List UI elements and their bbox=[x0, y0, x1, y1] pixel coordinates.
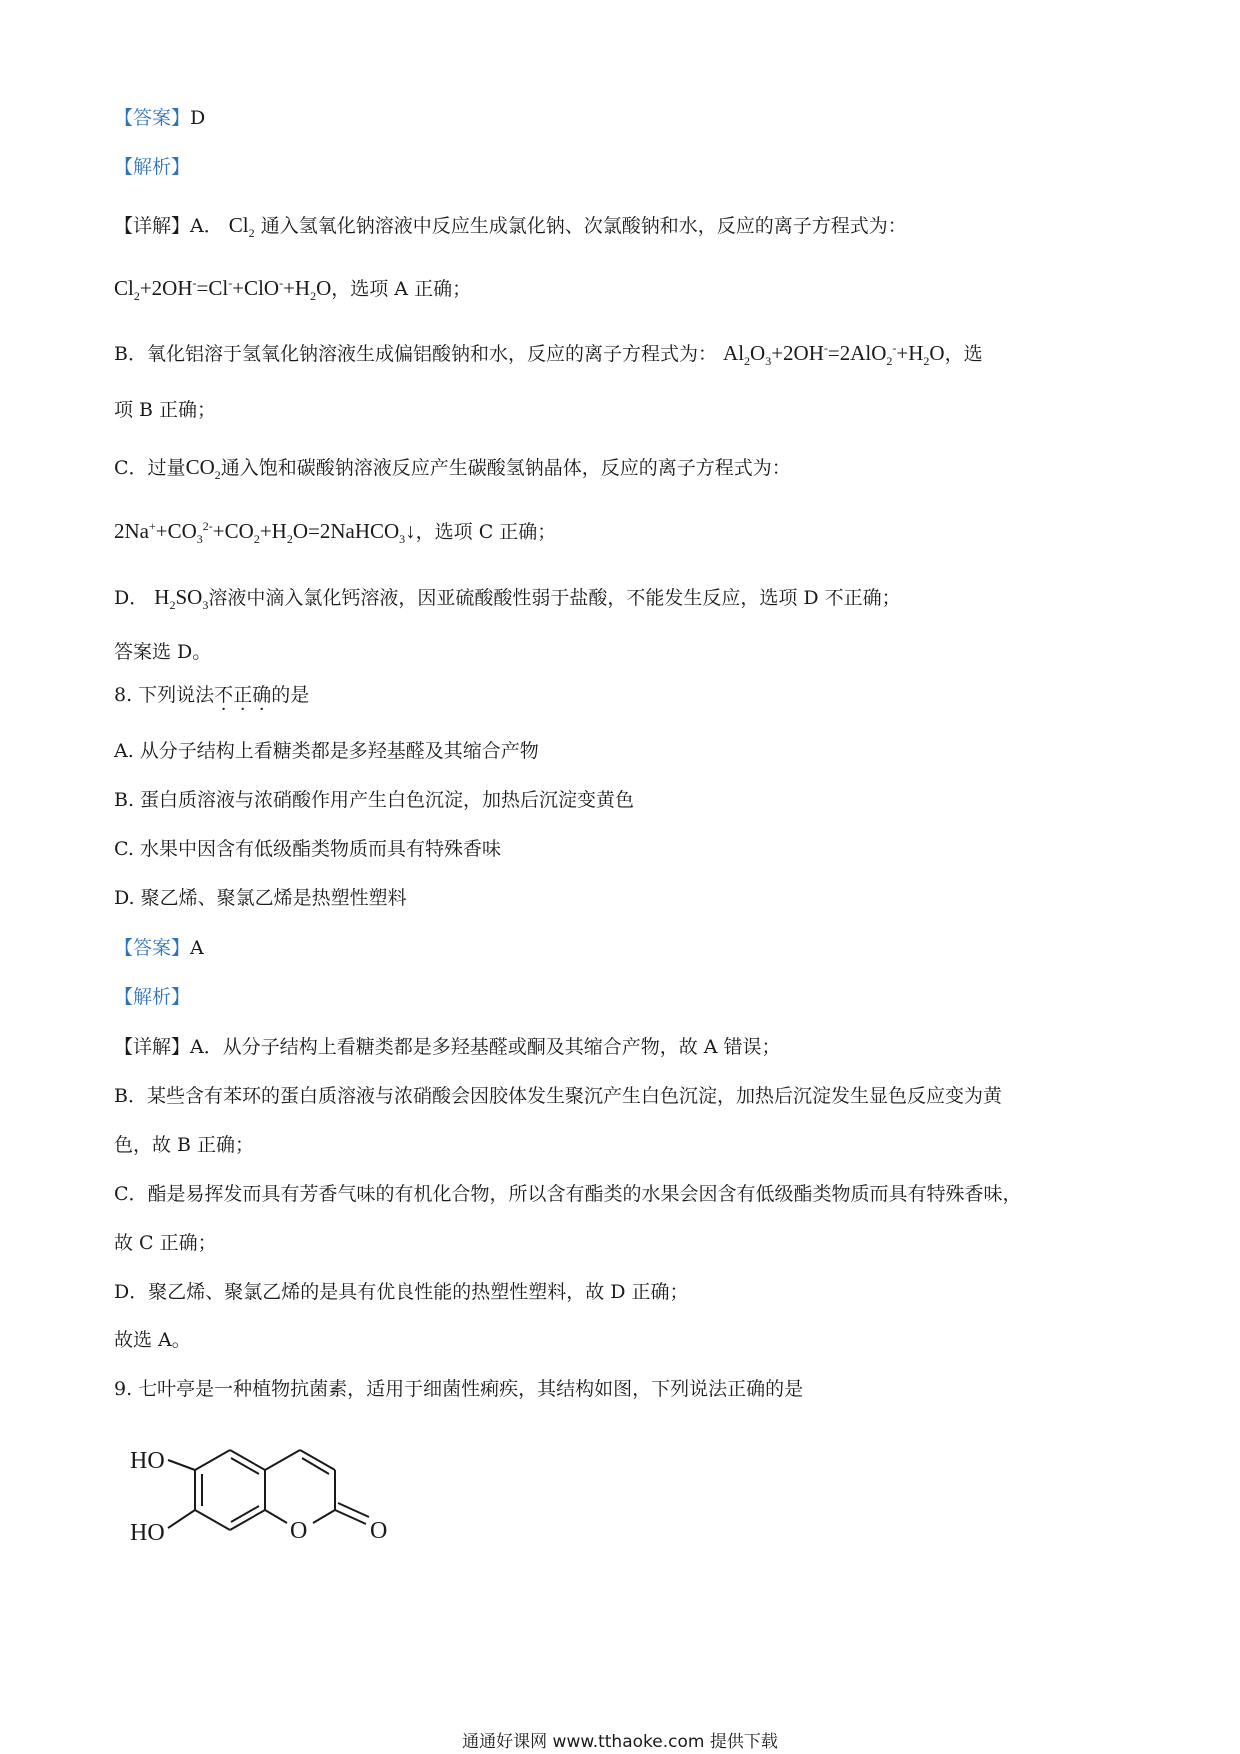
conclusion-text: ，选项 C 正确； bbox=[415, 521, 557, 543]
q7-detail-b-cont: 项 B 正确； bbox=[114, 399, 217, 421]
formula-co2: $CO_2$ bbox=[185, 455, 221, 483]
q8-option-c: C. 水果中因含有低级酯类物质而具有特殊香味 bbox=[114, 838, 501, 860]
q8-detail-a: 【详解】A．从分子结构上看糖类都是多羟基醛或酮及其缩合产物，故 A 错误； bbox=[114, 1036, 781, 1058]
q7-final: 答案选 D。 bbox=[114, 641, 212, 663]
option-prefix: B． bbox=[114, 343, 147, 365]
molecule-bonds bbox=[168, 1450, 369, 1530]
q8-option-a: A. 从分子结构上看糖类都是多羟基醛及其缩合产物 bbox=[114, 740, 539, 762]
q7-detail-a bbox=[114, 213, 907, 241]
equation-b: $Al_2O_3+2OH^-=2AlO_2^-+H_2O$ bbox=[723, 341, 945, 369]
q7-detail-d bbox=[114, 585, 901, 613]
q7-analysis-tag: 【解析】 bbox=[114, 156, 191, 178]
answer-tag: 【答案】 bbox=[114, 107, 191, 129]
q8-detail-c: C．酯是易挥发而具有芳香气味的有机化合物，所以含有酯类的水果会因含有低级酯类物质而具有特殊香味， bbox=[114, 1183, 1022, 1205]
emphasis-char: 不 bbox=[214, 684, 234, 706]
q7-detail-b bbox=[114, 341, 983, 369]
detail-tag: 【详解】 bbox=[114, 215, 191, 237]
answer-value: A bbox=[190, 937, 204, 959]
ring-oxygen-label: O bbox=[290, 1518, 308, 1544]
footer-watermark: 通通好课网 www.tthaoke.com 提供下载 bbox=[462, 1732, 778, 1752]
q8-option-b: B. 蛋白质溶液与浓硝酸作用产生白色沉淀，加热后沉淀变黄色 bbox=[114, 789, 635, 811]
esculetin-structure bbox=[130, 1432, 460, 1582]
q7-equation-c bbox=[114, 519, 557, 547]
q8-final: 故选 A。 bbox=[114, 1329, 191, 1351]
q9-stem: 9. 七叶亭是一种植物抗菌素，适用于细菌性痢疾，其结构如图，下列说法正确的是 bbox=[114, 1378, 804, 1400]
stem-text: 8. 下列说法 bbox=[114, 684, 215, 706]
q8-option-d: D. 聚乙烯、聚氯乙烯是热塑性塑料 bbox=[114, 887, 407, 909]
q7-answer bbox=[114, 107, 205, 130]
emphasis-char: 正 bbox=[233, 684, 253, 706]
q8-detail-b: B．某些含有苯环的蛋白质溶液与浓硝酸会因胶体发生聚沉产生白色沉淀，加热后沉淀发生显色反应变为黄 bbox=[114, 1085, 1002, 1107]
q7-detail-c bbox=[114, 455, 791, 483]
hydroxyl-label-top: HO bbox=[130, 1448, 165, 1474]
q8-stem bbox=[114, 684, 309, 707]
q7-equation-a bbox=[114, 276, 472, 304]
detail-text: 氧化铝溶于氢氧化钠溶液生成偏铝酸钠和水，反应的离子方程式为： bbox=[146, 343, 717, 365]
q8-detail-d: D．聚乙烯、聚氯乙烯的是具有优良性能的热塑性塑料，故 D 正确； bbox=[114, 1281, 689, 1303]
conclusion-text: ，选项 A 正确； bbox=[331, 278, 472, 300]
option-prefix: C． bbox=[114, 457, 148, 479]
answer-value: D bbox=[190, 107, 206, 129]
q8-analysis-tag: 【解析】 bbox=[114, 986, 191, 1008]
equation-c: $2Na^++CO_3^{2-}+CO_2+H_2O=2NaHCO_3↓$ bbox=[114, 519, 416, 547]
carbonyl-oxygen-label: O bbox=[370, 1518, 388, 1544]
detail-text: 通入氢氧化钠溶液中反应生成氯化钠、次氯酸钠和水，反应的离子方程式为： bbox=[260, 215, 907, 237]
equation-a: $Cl_2+2OH^-=Cl^-+ClO^-+H_2O$ bbox=[114, 276, 332, 304]
detail-text: 溶液中滴入氯化钙溶液，因亚硫酸酸性弱于盐酸，不能发生反应，选项 D 不正确； bbox=[208, 587, 901, 609]
option-prefix: A． bbox=[190, 215, 223, 237]
detail-text: 过量 bbox=[147, 457, 186, 479]
detail-text: 通入饱和碳酸钠溶液反应产生碳酸氢钠晶体，反应的离子方程式为： bbox=[220, 457, 791, 479]
q8-detail-c-cont: 故 C 正确； bbox=[114, 1232, 217, 1254]
answer-tag: 【答案】 bbox=[114, 937, 191, 959]
stem-text: 的是 bbox=[271, 684, 310, 706]
q8-answer bbox=[114, 937, 204, 960]
formula-cl2: $Cl_2$ bbox=[228, 213, 255, 241]
detail-text: ，选 bbox=[944, 343, 983, 365]
hydroxyl-label-bottom: HO bbox=[130, 1520, 165, 1546]
option-prefix: D． bbox=[114, 587, 149, 609]
q8-detail-b-cont: 色，故 B 正确； bbox=[114, 1134, 255, 1156]
formula-h2so3: $H_2SO_3$ bbox=[154, 585, 209, 613]
emphasis-char: 确 bbox=[252, 684, 272, 706]
